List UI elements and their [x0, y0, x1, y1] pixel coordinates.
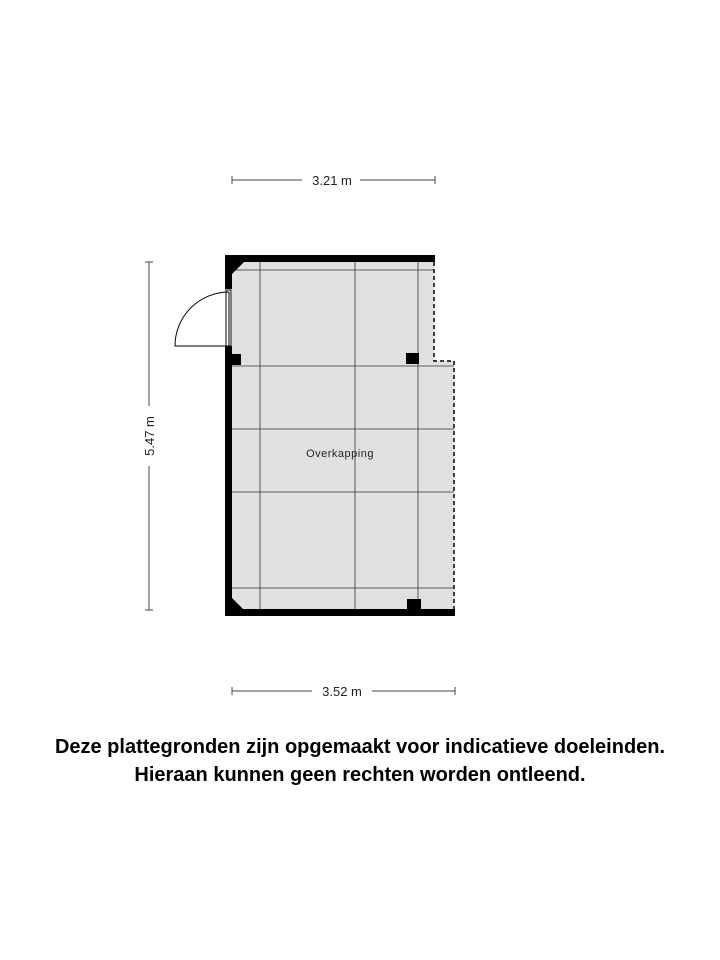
post-middle	[406, 353, 419, 364]
dimension-top	[232, 173, 435, 188]
dimension-bottom-label: 3.52 m	[322, 684, 362, 699]
post-bottom	[407, 599, 421, 610]
dimension-left-label: 5.47 m	[142, 416, 157, 456]
dimension-top-label: 3.21 m	[312, 173, 352, 188]
dimension-bottom	[232, 684, 455, 699]
disclaimer-line-2: Hieraan kunnen geen rechten worden ontleend.	[134, 764, 586, 786]
wall-bottom	[225, 609, 455, 616]
post-left	[231, 354, 241, 365]
floor-area	[232, 262, 454, 610]
door	[175, 290, 231, 346]
wall-left-lower	[225, 346, 232, 616]
wall-left-upper	[225, 255, 232, 289]
room-label: Overkapping	[306, 448, 374, 460]
door-swing-arc	[175, 292, 229, 346]
wall-top	[225, 255, 435, 262]
disclaimer-line-1: Deze plattegronden zijn opgemaakt voor indicatieve doeleinden.	[54, 736, 666, 758]
dimension-left	[142, 262, 157, 610]
